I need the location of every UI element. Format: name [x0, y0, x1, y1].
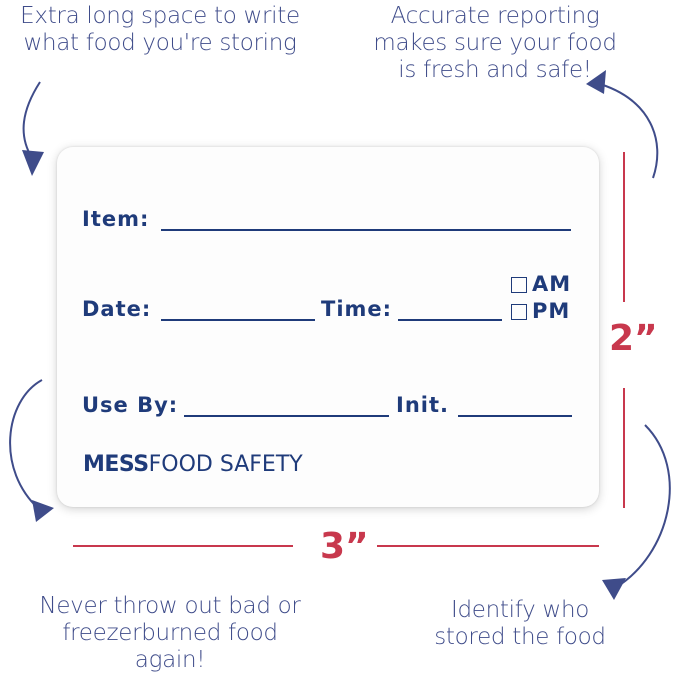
brand-logo — [83, 452, 303, 477]
height-line-bottom — [623, 388, 625, 508]
arrowhead-icon — [32, 500, 54, 522]
callout-line: makes sure your food — [373, 30, 617, 56]
width-line-left — [73, 545, 293, 547]
use-by-label: Use By: — [82, 393, 179, 417]
food-label-card — [57, 147, 599, 507]
init-label: Init. — [396, 393, 449, 417]
arrowhead-icon — [22, 150, 44, 176]
callout-line: Extra long space to write — [20, 3, 300, 29]
width-dimension: 3” — [320, 526, 369, 567]
callout-line: freezerburned food again! — [62, 620, 278, 673]
height-dimension: 2” — [609, 318, 658, 359]
callout-line: Never throw out bad or — [39, 593, 301, 619]
curved-arrow-icon — [10, 380, 42, 510]
brand-bold: MESS — [83, 452, 149, 477]
item-label: Item: — [82, 207, 150, 231]
am-label: AM — [532, 272, 572, 296]
date-label: Date: — [82, 297, 152, 321]
arrowhead-icon — [586, 70, 606, 94]
arrowhead-icon — [602, 578, 626, 600]
date-write-line — [161, 319, 315, 321]
item-write-line — [161, 229, 571, 231]
height-line-top — [623, 152, 625, 302]
brand-rest: FOOD SAFETY — [148, 452, 303, 477]
init-write-line — [458, 415, 572, 417]
width-line-right — [377, 545, 599, 547]
pm-label: PM — [532, 299, 571, 323]
callout-line: Accurate reporting — [390, 3, 600, 29]
am-checkbox — [511, 277, 527, 293]
time-label: Time: — [321, 297, 393, 321]
curved-arrow-icon — [24, 82, 40, 158]
callout-line: is fresh and safe! — [398, 57, 592, 83]
callout-line: Identify who — [451, 597, 589, 623]
pm-checkbox — [511, 304, 527, 320]
callout-line: stored the food — [434, 624, 606, 650]
curved-arrow-icon — [600, 84, 657, 178]
time-write-line — [398, 319, 502, 321]
callout-line: what food you're storing — [23, 30, 297, 56]
use-by-write-line — [184, 415, 389, 417]
